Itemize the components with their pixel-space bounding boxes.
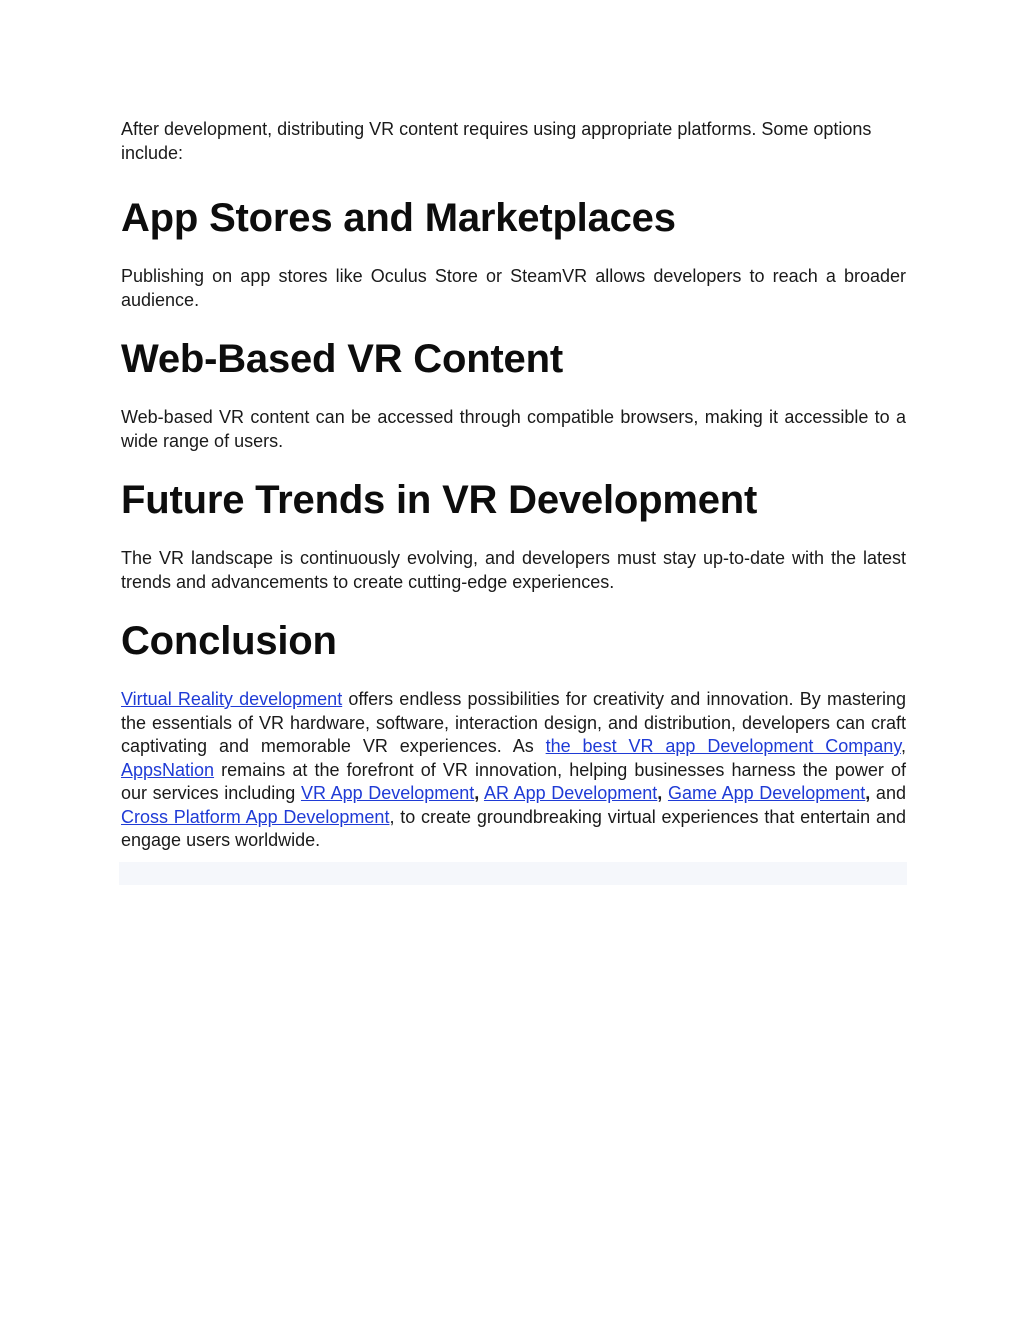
conclusion-text-3: remains at the forefront of VR innovation, helping businesses harness the power of our services including	[121, 759, 906, 803]
heading-conclusion: Conclusion	[121, 619, 337, 663]
heading-future-trends: Future Trends in VR Development	[121, 478, 758, 522]
paragraph-web-based-vr: Web-based VR content can be accessed through compatible browsers, making it accessible to a wide range of users.	[121, 407, 906, 451]
intro-paragraph: After development, distributing VR content requires using appropriate platforms. Some options include:	[121, 119, 872, 163]
heading-web-based-vr: Web-Based VR Content	[121, 337, 563, 381]
link-vr-app-development[interactable]: VR App Development	[300, 783, 475, 803]
conclusion-text-6: and	[870, 783, 906, 803]
link-virtual-reality-development[interactable]: Virtual Reality development	[121, 689, 343, 709]
conclusion-text-7: , to create groundbreaking virtual experiences that entertain and engage users worldwide.	[121, 806, 906, 850]
footer-bar	[119, 862, 907, 885]
link-cross-platform-app-development[interactable]: Cross Platform App Development	[121, 806, 390, 827]
conclusion-text-1: offers endless possibilities for creativity and innovation. By mastering the essentials of VR hardware, software, interaction design, and distribution, developers can craft captivating and memorable VR experiences. As	[121, 689, 906, 756]
paragraph-future-trends: The VR landscape is continuously evolving, and developers must stay up-to-date with the latest trends and advancements to create cutting-edge experiences.	[121, 548, 906, 592]
heading-app-stores: App Stores and Marketplaces	[121, 196, 676, 240]
conclusion-comma-3: ,	[865, 783, 871, 803]
document-page	[121, 118, 906, 853]
link-best-vr-app-company[interactable]: the best VR app Development Company	[545, 736, 901, 756]
link-appsnation[interactable]: AppsNation	[121, 759, 215, 780]
conclusion-comma-1: ,	[474, 783, 480, 803]
paragraph-conclusion	[121, 688, 906, 853]
paragraph-app-stores: Publishing on app stores like Oculus Store or SteamVR allows developers to reach a broader audience.	[121, 266, 906, 310]
link-game-app-development[interactable]: Game App Development	[667, 783, 866, 803]
link-ar-app-development[interactable]: AR App Development	[483, 783, 658, 803]
conclusion-comma-2: ,	[657, 783, 663, 803]
conclusion-text-2: ,	[900, 736, 906, 756]
